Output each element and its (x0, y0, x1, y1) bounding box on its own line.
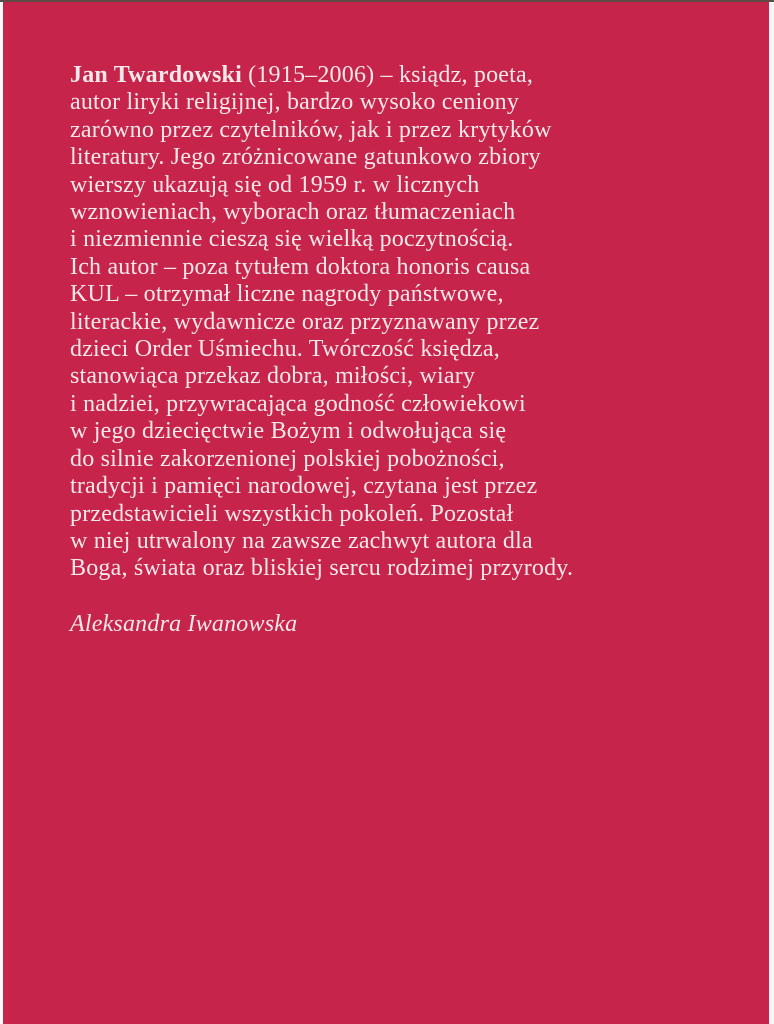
bio-line: tradycji i pamięci narodowej, czytana jest przez (70, 473, 538, 500)
bio-line: i nadziei, przywracająca godność człowiekowi (70, 390, 526, 417)
bio-line: KUL – otrzymał liczne nagrody państwowe, (70, 281, 504, 308)
bio-line: Boga, świata oraz bliskiej sercu rodzimej przyrody. (70, 555, 574, 582)
bio-line: Ich autor – poza tytułem doktora honoris causa (70, 253, 531, 280)
author-bio-block (70, 62, 630, 638)
scan-edge-top (0, 0, 774, 2)
bio-line: autor liryki religijnej, bardzo wysoko ceniony (70, 89, 520, 116)
bio-author-signature: Aleksandra Iwanowska (70, 610, 298, 637)
bio-line: zarówno przez czytelników, jak i przez krytyków (70, 116, 552, 143)
bio-line: literackie, wydawnicze oraz przyznawany przez (70, 308, 540, 335)
bio-line: przedstawicieli wszystkich pokoleń. Pozostał (70, 500, 514, 527)
bio-line: literatury. Jego zróżnicowane gatunkowo zbiory (70, 144, 541, 171)
bio-line: stanowiąca przekaz dobra, miłości, wiary (70, 363, 476, 390)
bio-line: i niezmiennie cieszą się wielką poczytnością. (70, 226, 514, 253)
bio-line: do silnie zakorzenionej polskiej pobożności, (70, 445, 505, 472)
bio-line: wierszy ukazują się od 1959 r. w licznych (70, 171, 480, 198)
scan-edge-left (0, 0, 3, 1024)
bio-line: w jego dziecięctwie Bożym i odwołująca się (70, 418, 507, 445)
bio-line: wznowieniach, wyborach oraz tłumaczeniach (70, 199, 516, 226)
author-name-bold: Jan Twardowski (70, 62, 242, 88)
bio-first-line-rest: (1915–2006) – ksiądz, poeta, (241, 62, 534, 88)
scan-edge-right (769, 0, 774, 1024)
bio-line: dzieci Order Uśmiechu. Twórczość księdza, (70, 336, 500, 363)
bio-lines (70, 89, 630, 582)
bio-first-line (70, 62, 630, 89)
bio-line: w niej utrwalony na zawsze zachwyt autora dla (70, 527, 533, 554)
